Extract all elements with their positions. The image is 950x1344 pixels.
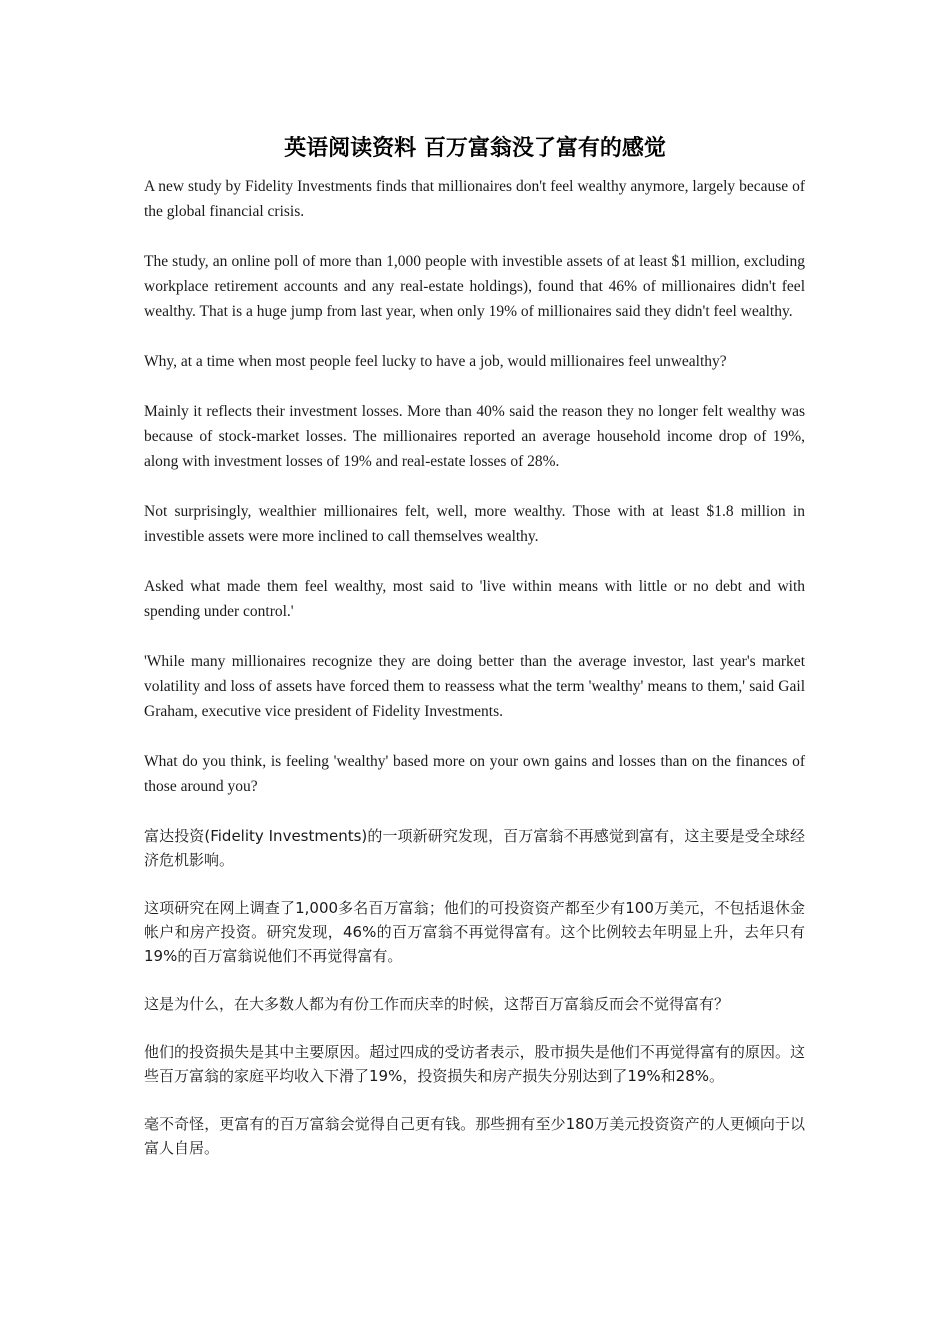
chinese-paragraph-4: 他们的投资损失是其中主要原因。超过四成的受访者表示，股市损失是他们不再觉得富有的原因。这些百万富翁的家庭平均收入下滑了19%，投资损失和房产损失分别达到了19%和28%。 [144,1043,805,1085]
english-paragraph-2: The study, an online poll of more than 1,000 people with investible assets of at least $1 million, excluding workplace retirement accounts and any real-estate holdings), found that 46% of millionaires didn't feel wealthy. That is a huge jump from last year, when only 19% of millionaires said they didn't feel wealthy. [144,253,805,320]
english-paragraph-6: Asked what made them feel wealthy, most said to 'live within means with little or no debt and with spending under control.' [144,578,805,620]
english-paragraph-3: Why, at a time when most people feel lucky to have a job, would millionaires feel unwealthy? [144,353,727,370]
english-paragraph-5: Not surprisingly, wealthier millionaires felt, well, more wealthy. Those with at least $1.8 million in investible assets were more inclined to call themselves wealthy. [144,503,805,545]
chinese-paragraph-3: 这是为什么，在大多数人都为有份工作而庆幸的时候，这帮百万富翁反而会不觉得富有？ [144,995,730,1013]
chinese-paragraph-1: 富达投资(Fidelity Investments)的一项新研究发现，百万富翁不再感觉到富有，这主要是受全球经济危机影响。 [144,827,805,869]
document-body [144,174,805,1184]
english-paragraph-1: A new study by Fidelity Investments finds that millionaires don't feel wealthy anymore, largely because of the global financial crisis. [144,178,805,220]
english-paragraph-7: 'While many millionaires recognize they are doing better than the average investor, last year's market volatility and loss of assets have forced them to reassess what the term 'wealthy' means to them,' said Gail Graham, executive vice president of Fidelity Investments. [144,653,805,720]
chinese-paragraph-2: 这项研究在网上调查了1,000多名百万富翁；他们的可投资资产都至少有100万美元，不包括退休金帐户和房产投资。研究发现，46%的百万富翁不再觉得富有。这个比例较去年明显上升，去年只有19%的百万富翁说他们不再觉得富有。 [144,899,805,965]
english-paragraph-4: Mainly it reflects their investment losses. More than 40% said the reason they no longer felt wealthy was because of stock-market losses. The millionaires reported an average household income drop of 19%, along with investment losses of 19% and real-estate losses of 28%. [144,403,805,470]
english-paragraph-8: What do you think, is feeling 'wealthy' based more on your own gains and losses than on the finances of those around you? [144,753,805,795]
document-title: 英语阅读资料 百万富翁没了富有的感觉 [284,136,666,161]
chinese-paragraph-5: 毫不奇怪，更富有的百万富翁会觉得自己更有钱。那些拥有至少180万美元投资资产的人更倾向于以富人自居。 [144,1115,805,1157]
